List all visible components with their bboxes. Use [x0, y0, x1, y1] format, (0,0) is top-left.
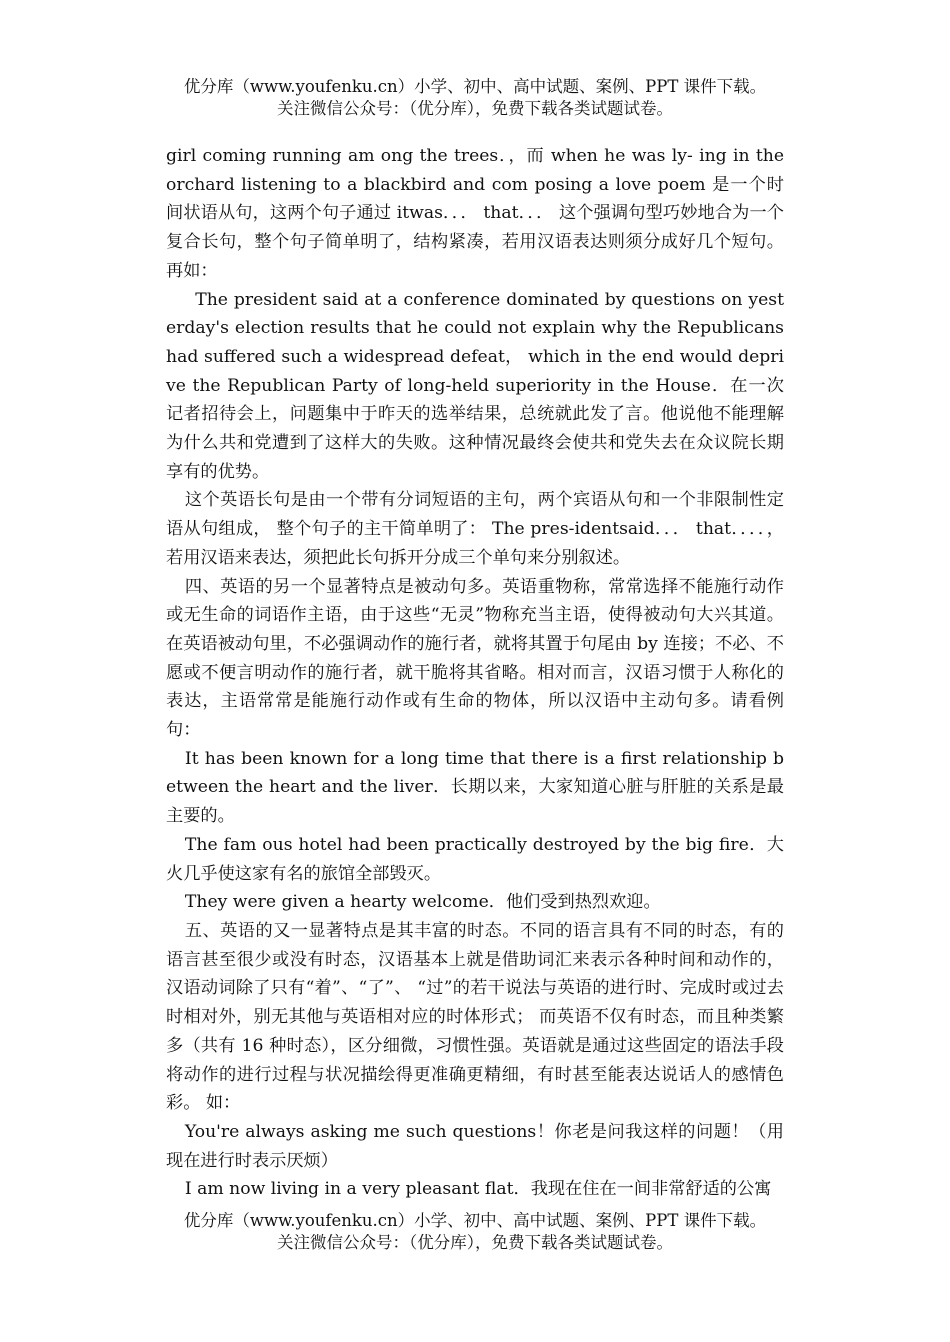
page-footer — [0, 1210, 950, 1254]
body-text — [166, 142, 784, 1204]
paragraph-7: They were given a hearty welcome．他们受到热烈欢迎。 — [184, 892, 661, 913]
page-header — [0, 76, 950, 120]
paragraph-10: I am now living in a very pleasant flat．我现在住在一间非常舒适的公寓 — [184, 1179, 772, 1200]
paragraph-5: It has been known for a long time that there is a first relationship between the heart and the liver．长期以来，大家知道心脏与肝脏的关系是最主要的。 — [166, 748, 784, 827]
header-line-2: 关注微信公众号：（优分库），免费下载各类试题试卷。 — [277, 99, 673, 118]
footer-line-2: 关注微信公众号：（优分库），免费下载各类试题试卷。 — [277, 1233, 673, 1252]
paragraph-6: The fam ous hotel had been practically destroyed by the big fire．大火几乎使这家有名的旅馆全部毁灭。 — [166, 834, 784, 884]
paragraph-3: 这个英语长句是由一个带有分词短语的主句，两个宾语从句和一个非限制性定语从句组成， 整个句子的主干简单明了： The pres-identsaid．．． that．．．．，若用汉语来表达，须把此长句拆开分成三个单句来分别叙述。 — [166, 490, 784, 568]
header-line-1: 优分库（www.youfenku.cn）小学、初中、高中试题、案例、PPT 课件下载。 — [183, 77, 767, 96]
paragraph-8: 五、英语的又一显著特点是其丰富的时态。不同的语言具有不同的时态，有的语言甚至很少或没有时态，汉语基本上就是借助词汇来表示各种时间和动作的，汉语动词除了只有“着”、“了”、 “过”的若干说法与英语的进行时、完成时或过去时相对外，别无其他与英语相对应的时体形式； 而英语不仅有时态，而且种类繁多（共有 16 种时态），区分细微，习惯性强。英语就是通过这些固定的语法手段将动作的进行过程与状况描绘得更准确更精细，有时甚至能表达说话人的感情色彩。 如： — [166, 920, 784, 1114]
paragraph-2: The president said at a conference dominated by questions on yesterday's election results that he could not explain why the Republicans had suffered such a widespread defeat， which in the end would deprive the Republican Party of long-held superiority in the House．在一次记者招待会上，问题集中于昨天的选举结果，总统就此发了言。他说他不能理解为什么共和党遭到了这样大的失败。这种情况最终会使共和党失去在众议院长期享有的优势。 — [166, 289, 784, 482]
paragraph-1: girl coming running am ong the trees．，而 when he was ly- ing in the orchard listening to a blackbird and com posing a love poem 是一个时间状语从句，这两个句子通过 itwas．．． that．．． 这个强调句型巧妙地合为一个复合长句，整个句子简单明了，结构紧凑，若用汉语表达则须分成好几个短句。再如： — [166, 146, 784, 281]
paragraph-4: 四、英语的另一个显著特点是被动句多。英语重物称，常常选择不能施行动作或无生命的词语作主语，由于这些“无灵”物称充当主语，使得被动句大兴其道。在英语被动句里，不必强调动作的施行者，就将其置于句尾由 by 连接；不必、不愿或不便言明动作的施行者，就干脆将其省略。相对而言，汉语习惯于人称化的表达，主语常常是能施行动作或有生命的物体，所以汉语中主动句多。请看例句： — [166, 576, 784, 741]
paragraph-9: You're always asking me such questions！你老是问我这样的问题！（用现在进行时表示厌烦） — [166, 1121, 784, 1171]
footer-line-1: 优分库（www.youfenku.cn）小学、初中、高中试题、案例、PPT 课件下载。 — [183, 1211, 767, 1230]
